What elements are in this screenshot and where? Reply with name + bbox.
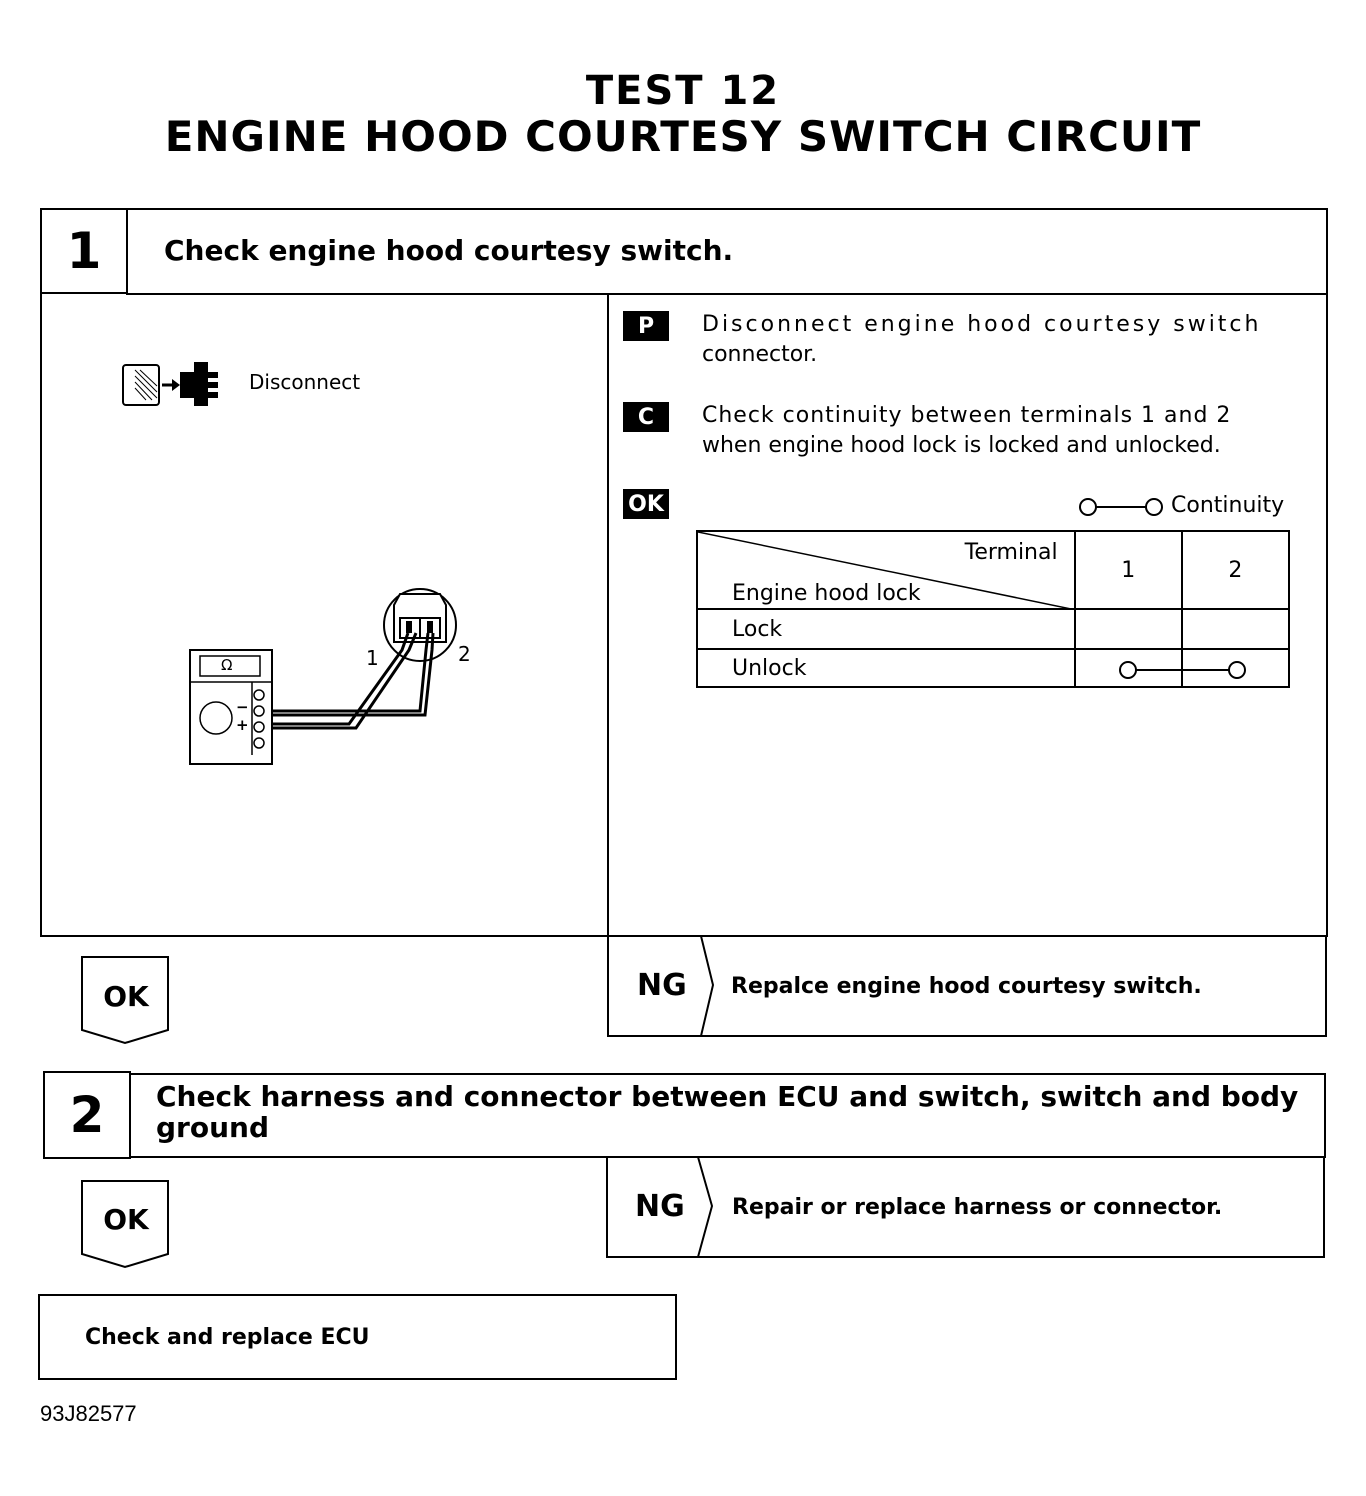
- prepare-instruction-line2: connector.: [702, 342, 818, 367]
- step1-ng-label: NG: [637, 968, 687, 1003]
- step2-number: 2: [69, 1086, 105, 1144]
- table-row-label: Lock: [697, 609, 1075, 649]
- table-col-2: 2: [1182, 531, 1289, 609]
- reference-code: 93J82577: [40, 1401, 137, 1426]
- step2-ng-label: NG: [635, 1189, 685, 1224]
- step1-ok-label: OK: [103, 980, 149, 1013]
- disconnect-icon: [123, 362, 218, 406]
- meter-ohm-symbol: Ω: [221, 656, 233, 674]
- step2-title-line1: Check harness and connector between ECU and switch, switch and body: [156, 1080, 1299, 1113]
- table-corner-cell: [697, 531, 1075, 609]
- meter-minus-label: −: [236, 698, 249, 716]
- ok-spec-badge: OK: [623, 489, 669, 519]
- final-action: Check and replace ECU: [85, 1325, 370, 1350]
- step2-title-line2: ground: [156, 1111, 269, 1144]
- circuit-title: ENGINE HOOD COURTESY SWITCH CIRCUIT: [164, 112, 1202, 161]
- table-corner-top: Terminal: [964, 540, 1058, 565]
- table-row-label: Unlock: [697, 649, 1075, 687]
- test-number: TEST 12: [585, 68, 781, 114]
- table-row-lock: [697, 609, 1289, 649]
- step2-ok-label: OK: [103, 1203, 149, 1236]
- table-cell: [1075, 609, 1182, 649]
- meter-plus-label: +: [236, 716, 249, 734]
- connector-icon: [384, 589, 456, 661]
- disconnect-label: Disconnect: [249, 370, 361, 394]
- table-cell: [1182, 609, 1289, 649]
- prepare-instruction-line1: Disconnect engine hood courtesy switch: [702, 312, 1262, 337]
- table-corner-bottom: Engine hood lock: [732, 581, 921, 606]
- step1-ng-action: Repalce engine hood courtesy switch.: [731, 974, 1202, 999]
- check-badge: C: [623, 402, 669, 432]
- step1-number-box: [40, 208, 128, 294]
- step1-number: 1: [66, 222, 102, 280]
- step2-number-box: [43, 1071, 131, 1159]
- table-col-1: 1: [1075, 531, 1182, 609]
- check-instruction-line2: when engine hood lock is locked and unlocked.: [702, 433, 1221, 458]
- unlock-continuity-symbol: [1118, 660, 1248, 680]
- continuity-symbol: [1078, 497, 1168, 517]
- prepare-badge: P: [623, 311, 669, 341]
- continuity-legend-label: Continuity: [1171, 493, 1285, 518]
- continuity-test-illustration: [110, 350, 590, 780]
- check-instruction-line1: Check continuity between terminals 1 and 2: [702, 403, 1232, 428]
- step1-divider: [607, 293, 609, 937]
- terminal-2-label: 2: [458, 642, 471, 666]
- step2-ng-action: Repair or replace harness or connector.: [732, 1195, 1223, 1220]
- terminal-1-label: 1: [366, 646, 379, 670]
- step1-title: Check engine hood courtesy switch.: [164, 234, 734, 267]
